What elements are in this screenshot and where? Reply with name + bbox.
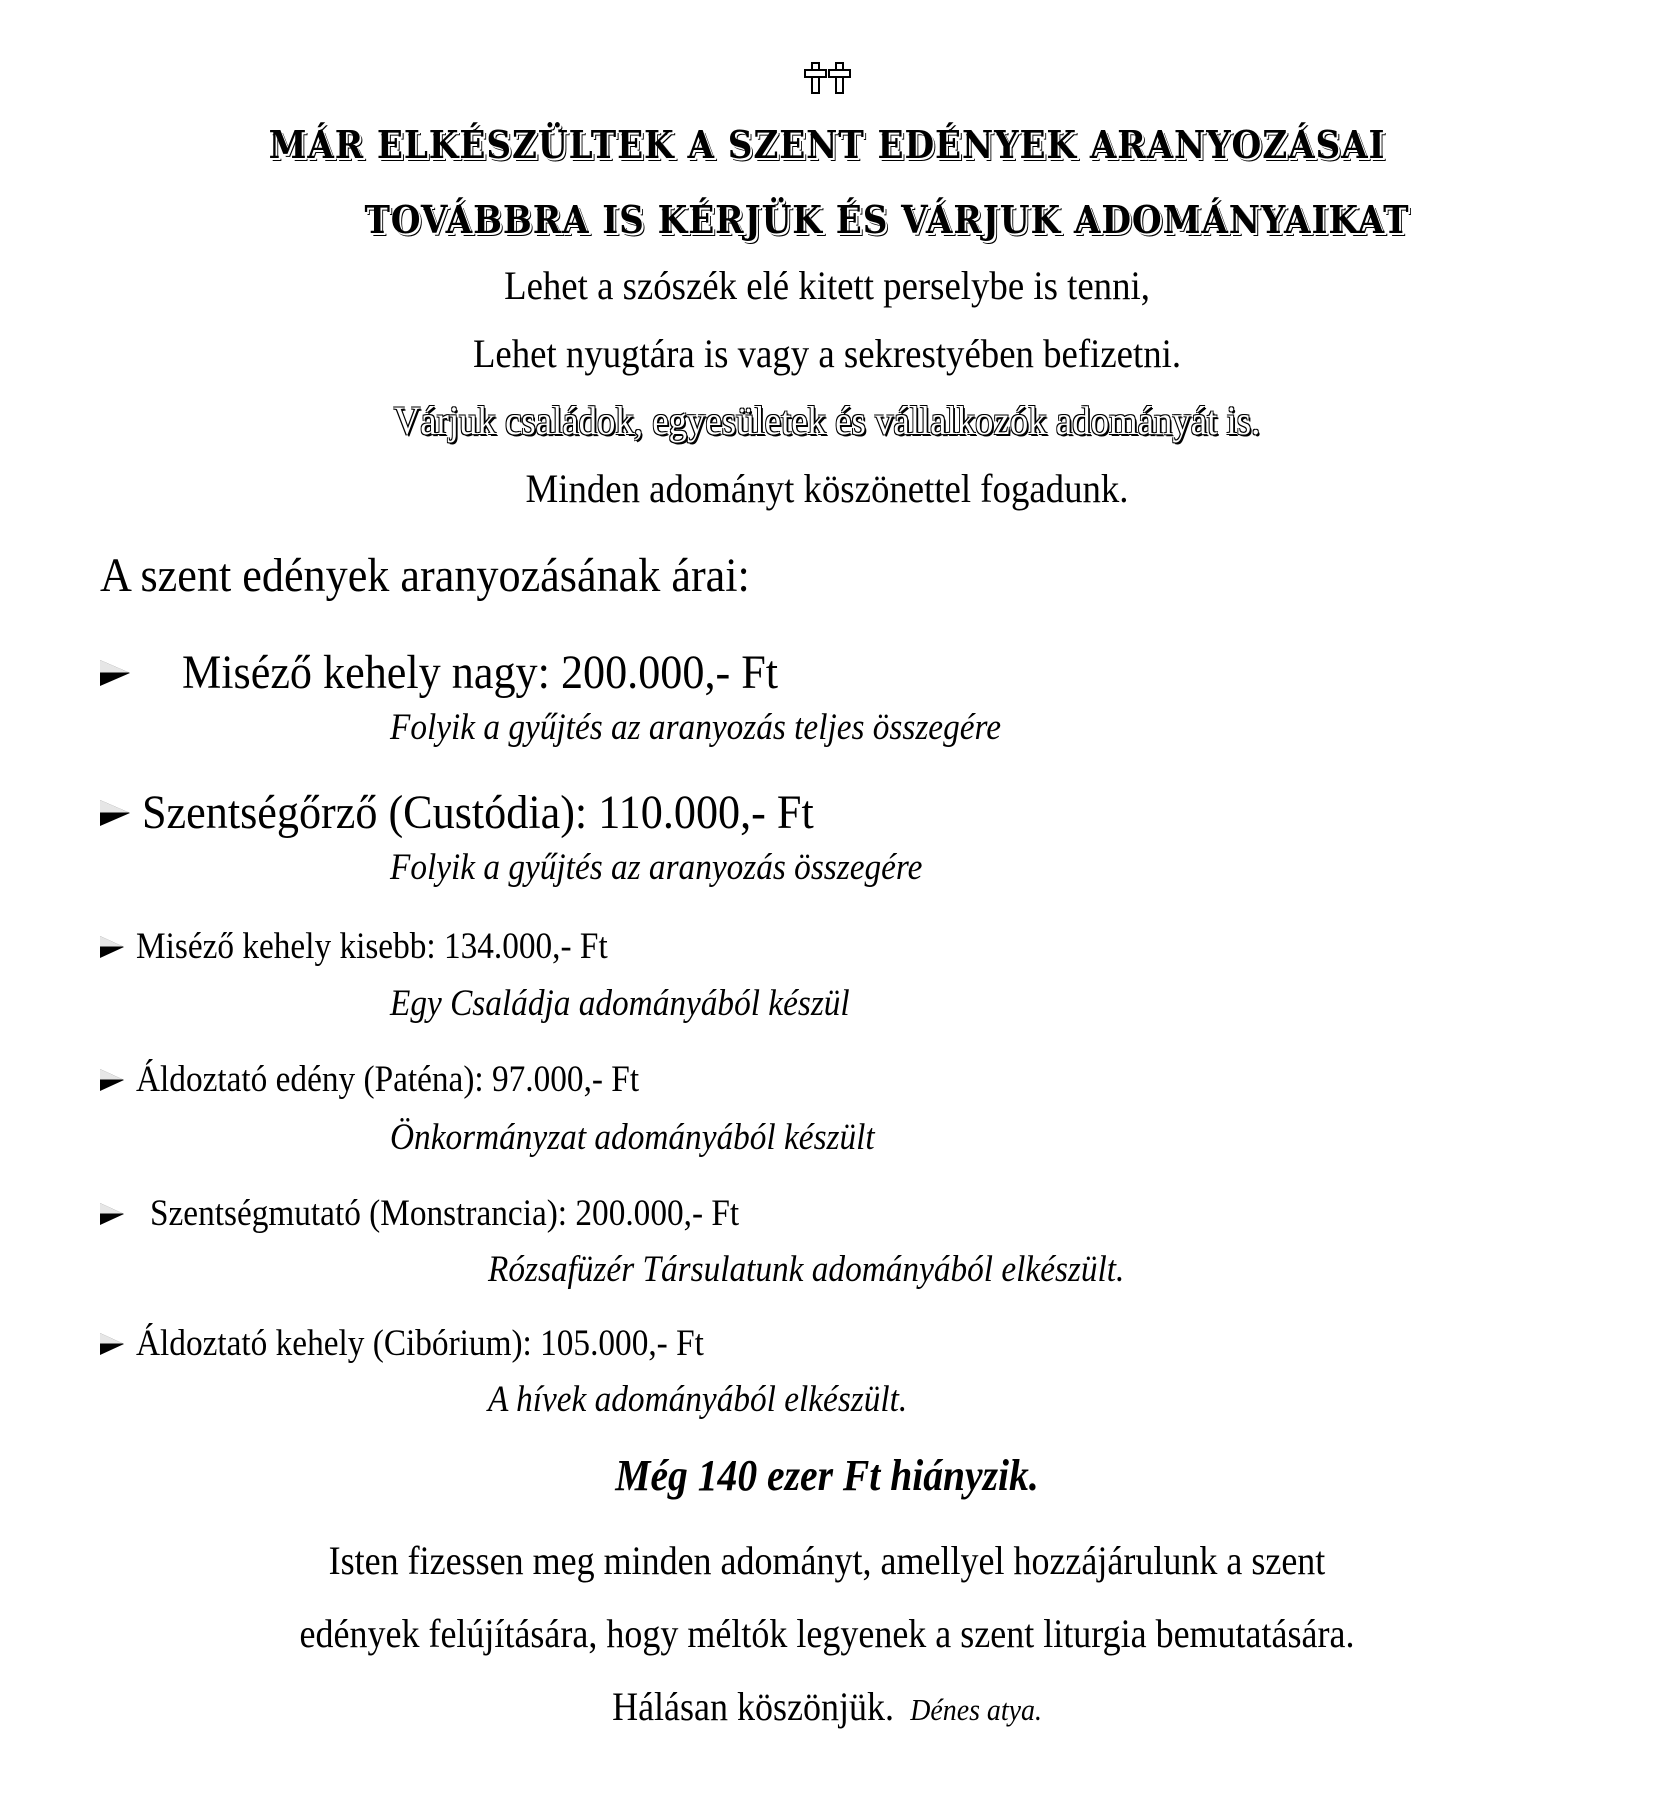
price-item (100, 925, 660, 968)
price-item-label: Áldoztató edény (Paténa): 97.000,- Ft (136, 1059, 640, 1100)
cross-icon (828, 62, 850, 94)
price-item-note: A hívek adományából elkészült. (488, 1379, 908, 1420)
closing-line-2: edények felújítására, hogy méltók legyenek a szent liturgia bemutatására. (299, 1611, 1355, 1656)
intro-line-3: Várjuk családok, egyesületek és vállalkozók adományát is. (393, 398, 1261, 443)
price-item-label: Szentségmutató (Monstrancia): 200.000,- Ft (150, 1193, 740, 1234)
price-item-note: Önkormányzat adományából készült (390, 1117, 875, 1158)
price-item-note: Egy Családja adományából készül (390, 983, 850, 1024)
arrow-bullet-icon (100, 936, 124, 958)
signature: Dénes atya. (910, 1692, 1042, 1727)
price-item-label: Áldoztató kehely (Cibórium): 105.000,- Ft (136, 1323, 704, 1364)
title-line-1: MÁR ELKÉSZÜLTEK A SZENT EDÉNYEK ARANYOZÁSAI (268, 122, 1386, 167)
intro-line-2: Lehet nyugtára is vagy a sekrestyében befizetni. (472, 331, 1182, 376)
arrow-bullet-icon (100, 1333, 124, 1355)
closing-thanks-line (83, 1683, 1572, 1730)
closing-line-1: Isten fizessen meg minden adományt, amellyel hozzájárulunk a szent (328, 1538, 1326, 1583)
title-line-2: TOVÁBBRA IS KÉRJÜK ÉS VÁRJUK ADOMÁNYAIKAT (364, 197, 1410, 242)
arrow-bullet-icon (100, 1069, 124, 1091)
arrow-bullet-icon (100, 800, 130, 826)
price-item (100, 645, 830, 700)
arrow-bullet-icon (100, 1203, 124, 1225)
price-item (100, 1322, 767, 1365)
price-item-label: Miséző kehely nagy: 200.000,- Ft (182, 646, 779, 699)
prices-heading: A szent edények aranyozásának árai: (100, 549, 750, 602)
thanks-text: Hálásan köszönjük. (612, 1684, 895, 1729)
price-item (100, 1192, 805, 1235)
intro-line-4: Minden adományt köszönettel fogadunk. (525, 466, 1129, 511)
price-item (100, 785, 872, 840)
price-item-note: Folyik a gyűjtés az aranyozás összegére (390, 847, 923, 888)
missing-amount: Még 140 ezer Ft hiányzik. (615, 1451, 1039, 1500)
price-item-label: Miséző kehely kisebb: 134.000,- Ft (136, 926, 608, 967)
price-item-note: Folyik a gyűjtés az aranyozás teljes összegére (390, 707, 1002, 748)
price-item-note: Rózsafüzér Társulatunk adományából elkészült. (488, 1249, 1125, 1290)
intro-line-1: Lehet a szószék elé kitett perselybe is tenni, (504, 263, 1150, 308)
price-item-label: Szentségőrző (Custódia): 110.000,- Ft (142, 786, 814, 839)
arrow-bullet-icon (100, 660, 130, 686)
cross-icon (804, 62, 826, 94)
crosses-icon (0, 62, 1654, 103)
price-item (100, 1058, 695, 1101)
